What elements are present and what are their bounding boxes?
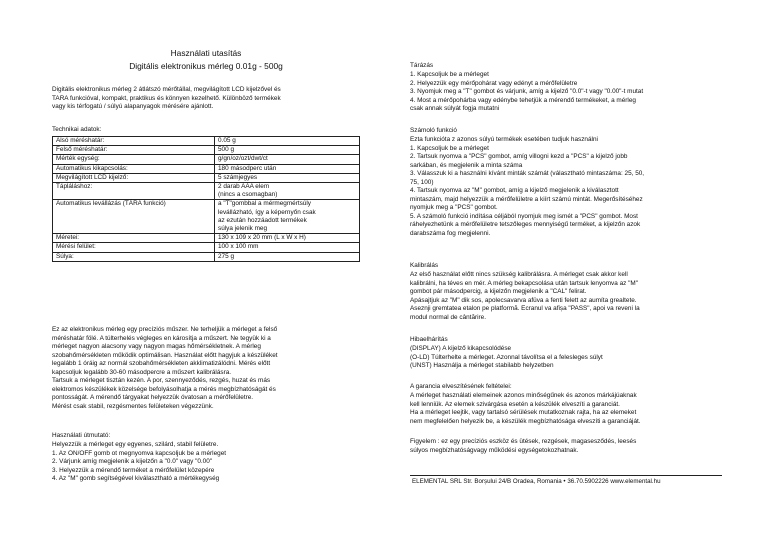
specs-table (52, 136, 360, 262)
spec-value-line: 500 g (218, 146, 234, 154)
usage-heading: Használati útmutató: (52, 432, 111, 439)
spec-value (215, 164, 360, 173)
spec-value-line: g/gn/oz/ozt/dwt/ct (218, 155, 268, 163)
spec-value-line: 5 számjegyes (218, 173, 258, 181)
spec-value (215, 155, 360, 164)
spec-value-line: az ezután hozzáadott termékek (218, 216, 307, 224)
spec-value (215, 243, 360, 252)
usage-list: Helyezzük a mérleget egy egyenes, szilárd, stabil felületre. 1. Az ON/OFF gomb ot megnyomva kapcsoljuk be a mérleget 2. Várjunk amíg megjelenik a kijelzőn a "0.0" vagy "0.00" 3. Helyezzük a mérendő terméket a mérőfelület közepére 4. Az "M" gomb segítségével kiválasztható a mértékegység (52, 441, 227, 482)
footer-contact: ELEMENTAL SRL Str. Borșului 24/B Oradea, Romania • 36.70.5902226 www.elemental.hu (412, 478, 661, 485)
document-subtitle: Digitális elektronikus mérleg 0.01g - 500g (129, 61, 283, 71)
troubleshooting-list: (DISPLAY) A kijelző kikapcsolódése (O-LD) Túlterhelte a mérleget. Azonnal távolítsa el a felesleges súlyt (UNST) Használja a mérleget stabilabb helyzetben (410, 345, 603, 369)
spec-row (53, 200, 360, 234)
spec-row (53, 234, 360, 243)
spec-label: Tápláláshoz: (53, 183, 215, 200)
spec-value-line: 100 x 100 mm (218, 243, 259, 251)
troubleshooting-heading: Hibaelhárítás (410, 336, 448, 343)
spec-value (215, 146, 360, 155)
warranty-heading: A garancia elveszítésének feltételei: (410, 383, 512, 390)
spec-value-line: levállázható, így a képernyőn csak (218, 208, 316, 216)
spec-row (53, 137, 360, 146)
tara-heading: Tárázás (410, 62, 434, 69)
calibration-paragraph: Az első használat előtt nincs szükség kalibrálásra. A mérleget csak akkor kell kalibrálni, ha téves en mér. A mérleg bekapcsolása után tartsuk lenyomva az "M" gombot pár másodpercig, a kijelzőn megjelenik a "CAL" felirat. Apásajtjuk az "M" dik sos, apolecsavarva afüva a fenti felett az aumíta grealtete. Aseznji gremtatea etalon pe platformă. Ecranul va afișa "PASS", apoi va reveni la modul normal de cântărire. (410, 271, 640, 321)
spec-row (53, 155, 360, 164)
spec-row (53, 173, 360, 182)
care-paragraph: Ez az elektronikus mérleg egy precíziós műszer. Ne terheljük a mérleget a felső méréshatár fölé. A túlterhelés végleges en károsítja a műszert. Ne tegyük ki a mérleget nagyon alacsony vagy nagyon magas hőmérsékletnek. A mérleg szobahőmérsékleten működik optimálisan. Használat előtt hagyjuk a készüléket legalább 1 óráig az normál szobahőmérsékleten akklimatizálódni. Mérés előtt kapcsoljuk legalább 30-60 másodpercre a műszert kalibrálásra. Tartsuk a mérleget tisztán kezén. A por, szennyeződés, rezgés, huzat és más elektromos készülékek közelsége befolyásolhatja a mérés megbízhatóságát és pontosságát. A mérendő tárgyakat helyezzük óvatosan a mérőfelületre. Mérést csak stabil, rezgésmentes felületeken végezzünk. (52, 326, 278, 410)
spec-value (215, 234, 360, 243)
spec-label: Súlya: (53, 252, 215, 261)
spec-row (53, 146, 360, 155)
spec-value (215, 173, 360, 182)
spec-label: Megvilágított LCD kijelző: (53, 173, 215, 182)
spec-value-line: 180 másodperc után (218, 164, 277, 172)
spec-label: Felső méréshatár: (53, 146, 215, 155)
count-heading: Számoló funkció (410, 127, 457, 134)
spec-value-line: 0.05 g (218, 137, 236, 144)
spec-value-line: (nincs a csomagban) (218, 191, 278, 199)
spec-row (53, 183, 360, 200)
spec-value-line: 275 g (218, 252, 234, 260)
spec-label: Automatikus levállázás (TÁRA funkció) (53, 200, 215, 234)
spec-label: Automatikus kikapcsolás: (53, 164, 215, 173)
warranty-paragraph: A mérleget használati elemeinek azonos minőségűnek és azonos márkájúaknak kell lenniük. Az elemek szivárgása esetén a készülék elveszíti a garanciát. Ha a mérleget leejtik, vagy tartalsó sérülések mutatkoznak rajta, ha az elemeket nem megfelelően helyezik be, a készülék megbízhatósága elveszíti a garanciáját. (410, 392, 641, 425)
spec-value-line: 130 x 109 x 20 mm (L x W x H) (218, 234, 306, 242)
spec-value (215, 183, 360, 200)
spec-label: Mérték egység: (53, 155, 215, 164)
tara-list: 1. Kapcsoljuk be a mérleget 2. Helyezzük egy mérőpohárat vagy edényt a mérőfelületre 3. Nyomjuk meg a "T" gombot és várjunk, amíg a kijelző "0.0"-t vagy "0.00"-t mutat 4. Most a mérőpohárba vagy edénybe tehetjük a mérendő termékeket, a mérleg csak annak súlyát fogja mutatni (410, 71, 644, 112)
spec-label: Alsó méréshatár: (53, 137, 215, 146)
spec-value (215, 200, 360, 234)
spec-value-line: a "T"gombbal a mérmegmértsúly (218, 200, 311, 208)
spec-row (53, 243, 360, 252)
spec-value-line: 2 darab AAA elem (218, 183, 270, 191)
attention-paragraph: Figyelem : ez egy precíziós eszköz és ütések, rezgések, magasesződés, leesés súlyos megbízhatóságvagy működési egységetokozhatnak. (410, 438, 637, 454)
document-title: Használati utasítás (170, 48, 242, 58)
spec-value-line: súlya jelenik meg (218, 225, 268, 233)
spec-value (215, 252, 360, 261)
count-list: Ezta funkcióta z azonos súlyú termékek esetében tudjuk használni 1. Kapcsoljuk be a mérleget 2. Tartsuk nyomva a "PCS" gombot, amíg villogni kezd a "PCS" a kijelző jobb sarkában, és megjelenik a minta száma 3. Válasszuk ki a használni kívánt minták számát (választható mintaszáma: 25, 50, 75, 100) 4. Tartsuk nyomva az "M" gombot, amíg a kijelző megjelenik a kiválasztott mintaszám, majd helyezzük a mérőfelületre a kiírt számú mintát. Megerősítéséhez nyomjuk meg a "PCS" gombot. 5. A számoló funkció indítása céljából nyomjuk meg ismét a "PCS" gombot. Most ráhelyezhetünk a mérőfelületre tetszőleges mennyiségű terméket, a kijelzőn azok darabszáma fog megjelenni. (410, 136, 645, 237)
intro-paragraph: Digitális elektronikus mérleg 2 átlátszó mérőtállal, megvilágított LCD kijelzővel és TARA funkcióval, kompakt, praktikus és könnyen kezelhető. Különböző termékek vagy kis térfogatú / súlyú alapanyagok mérésére ajánlott. (52, 86, 281, 110)
calibration-heading: Kalibrálás (410, 262, 439, 269)
footer-divider (410, 475, 722, 476)
spec-row (53, 252, 360, 261)
specs-heading: Technikai adatok: (52, 126, 102, 133)
spec-label: Méretei: (53, 234, 215, 243)
spec-value (215, 137, 360, 146)
spec-row (53, 164, 360, 173)
spec-label: Mérési felület: (53, 243, 215, 252)
